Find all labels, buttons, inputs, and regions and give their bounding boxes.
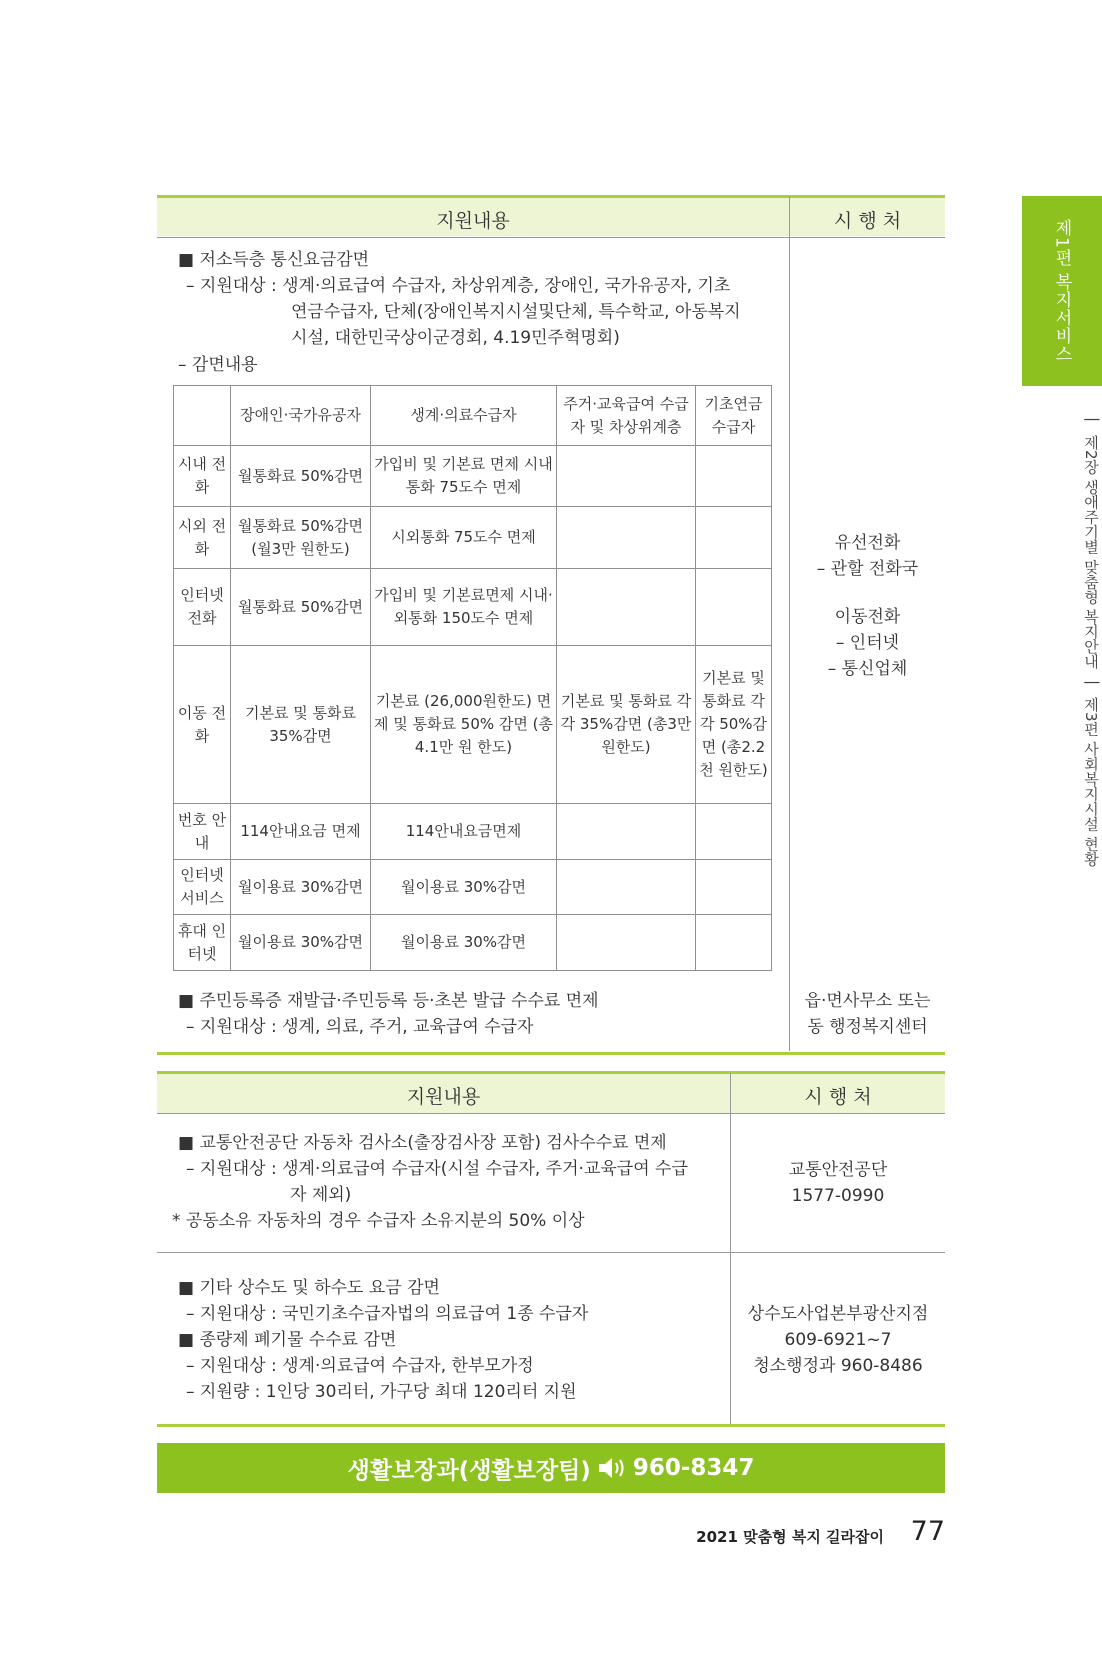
contact-department: 생활보장과(생활보장팀) — [347, 1457, 591, 1484]
table-cell — [696, 804, 772, 860]
item-note: * 공동소유 자동차의 경우 수급자 소유지분의 50% 이상 — [172, 1211, 585, 1231]
table-cell: 월통화료 50%감면 (월3만 원한도) — [231, 507, 371, 569]
agency-line: – 관할 전화국 — [816, 559, 919, 579]
table-cell: 기본료 및 통화료 각각 35%감면 (총3만 원한도) — [557, 646, 696, 804]
agency-cell — [731, 1301, 945, 1379]
row-label: 이동 전화 — [174, 646, 231, 804]
table-cell — [696, 569, 772, 646]
item-title: ■ 종량제 폐기물 수수료 감면 — [178, 1330, 397, 1350]
row-label: 인터넷 서비스 — [174, 860, 231, 915]
agency-line: 609-6921~7 — [784, 1330, 892, 1350]
table2-header-rule — [157, 1113, 945, 1114]
table-cell: 114안내요금 면제 — [231, 804, 371, 860]
item-title: ■ 저소득층 통신요금감면 — [178, 250, 370, 270]
side-tab-label: 제1편 복지서비스 — [1051, 218, 1072, 364]
item-amount: – 지원량 : 1인당 30리터, 가구당 최대 120리터 지원 — [186, 1382, 577, 1402]
item-title: ■ 교통안전공단 자동차 검사소(출장검사장 포함) 검사수수료 면제 — [178, 1133, 667, 1153]
table-header-cell: 생계·의료수급자 — [371, 386, 557, 446]
row-label: 휴대 인터넷 — [174, 915, 231, 971]
agency-line: 유선전화 — [834, 533, 901, 553]
table1-header-agency: 시 행 처 — [833, 210, 902, 232]
table-cell — [557, 507, 696, 569]
table-cell — [696, 446, 772, 507]
table-header-row — [174, 386, 772, 446]
contact-bar — [157, 1443, 945, 1493]
table-cell — [557, 915, 696, 971]
agency-line: 이동전화 — [834, 607, 901, 627]
table-row — [174, 915, 772, 971]
agency-cell — [731, 1157, 945, 1209]
table2-header-agency: 시 행 처 — [804, 1086, 872, 1108]
table-row — [174, 860, 772, 915]
contact-phone: 960-8347 — [632, 1455, 755, 1481]
side-part-label: 제3편 사회복지시설 현황 — [1082, 697, 1100, 867]
table-cell: 월통화료 50%감면 — [231, 569, 371, 646]
item-target-continued: 시설, 대한민국상이군경회, 4.19민주혁명회) — [291, 328, 620, 348]
table-cell: 기본료 (26,000원한도) 면제 및 통화료 50% 감면 (총4.1만 원 한도) — [371, 646, 557, 804]
table-row — [174, 446, 772, 507]
item-title: ■ 기타 상수도 및 하수도 요금 감면 — [178, 1278, 440, 1298]
item-title: ■ 주민등록증 재발급·주민등록 등·초본 발급 수수료 면제 — [178, 991, 599, 1011]
table-cell — [696, 915, 772, 971]
item-target: – 지원대상 : 국민기초수급자법의 의료급여 1종 수급자 — [186, 1304, 589, 1324]
row-label: 인터넷 전화 — [174, 569, 231, 646]
agency-cell — [790, 530, 945, 682]
reduction-table — [173, 385, 772, 971]
table-cell: 기본료 및 통화료 35%감면 — [231, 646, 371, 804]
item-target: – 지원대상 : 생계, 의료, 주거, 교육급여 수급자 — [186, 1017, 534, 1037]
table-cell — [696, 860, 772, 915]
table1-bottom-rule — [157, 1052, 945, 1055]
row-label: 시외 전화 — [174, 507, 231, 569]
row-label: 시내 전화 — [174, 446, 231, 507]
table-header-cell: 기초연금 수급자 — [696, 386, 772, 446]
item-reduction-label: – 감면내용 — [178, 355, 258, 375]
table-cell: 월이용료 30%감면 — [231, 860, 371, 915]
table-cell: 월이용료 30%감면 — [231, 915, 371, 971]
item-target: – 지원대상 : 생계·의료급여 수급자(시설 수급자, 주거·교육급여 수급 — [186, 1159, 688, 1179]
side-chapter-label: 제2장 생애주기별 맞춤형 복지안내 — [1082, 434, 1100, 669]
table-cell — [557, 804, 696, 860]
table-cell: 기본료 및 통화료 각각 50%감면 (총2.2천 원한도) — [696, 646, 772, 804]
item-target: – 지원대상 : 생계·의료급여 수급자, 차상위계층, 장애인, 국가유공자, 기초 — [186, 276, 731, 296]
page-number: 77 — [910, 1516, 945, 1547]
table1-header-content: 지원내용 — [436, 210, 510, 232]
table-row — [174, 804, 772, 860]
table-row — [174, 507, 772, 569]
side-chapter-nav — [1022, 400, 1102, 880]
table-cell — [557, 569, 696, 646]
table2-header-content: 지원내용 — [406, 1086, 481, 1108]
table-cell — [557, 860, 696, 915]
item-target-continued: 연금수급자, 단체(장애인복지시설및단체, 특수학교, 아동복지 — [291, 302, 741, 322]
table-cell: 114안내요금면제 — [371, 804, 557, 860]
agency-line: – 인터넷 — [835, 633, 900, 653]
side-separator: | — [1084, 680, 1102, 686]
side-separator: | — [1084, 417, 1102, 423]
table2-top-rule — [157, 1071, 945, 1074]
table-header-cell: 주거·교육급여 수급자 및 차상위계층 — [557, 386, 696, 446]
table-cell: 월이용료 30%감면 — [371, 915, 557, 971]
table2-row-rule — [157, 1252, 945, 1253]
item-target-continued: 자 제외) — [290, 1185, 352, 1205]
publication-title — [696, 1526, 884, 1547]
agency-line: – 통신업체 — [827, 659, 908, 679]
table-row — [174, 646, 772, 804]
table-header-cell: 장애인·국가유공자 — [231, 386, 371, 446]
table-cell: 월이용료 30%감면 — [371, 860, 557, 915]
publication-title-text: 2021 맞춤형 복지 길라잡이 — [696, 1528, 884, 1546]
agency-line: 1577-0990 — [791, 1186, 885, 1206]
table-cell: 월통화료 50%감면 — [231, 446, 371, 507]
speaker-icon — [597, 1455, 627, 1481]
agency-line: 상수도사업본부광산지점 — [747, 1304, 929, 1324]
table-header-cell — [174, 386, 231, 446]
agency-line: 청소행정과 960-8486 — [753, 1356, 923, 1376]
agency-line: 교통안전공단 — [788, 1160, 888, 1180]
table-cell: 가입비 및 기본료면제 시내·외통화 150도수 면제 — [371, 569, 557, 646]
table1-header-rule — [157, 237, 945, 238]
row-label: 번호 안내 — [174, 804, 231, 860]
table-cell: 가입비 및 기본료 면제 시내통화 75도수 면제 — [371, 446, 557, 507]
agency-cell — [790, 988, 945, 1040]
table1-top-rule — [157, 195, 945, 198]
table-row — [174, 569, 772, 646]
table2-bottom-rule — [157, 1424, 945, 1427]
item-target: – 지원대상 : 생계·의료급여 수급자, 한부모가정 — [186, 1356, 534, 1376]
table-cell: 시외통화 75도수 면제 — [371, 507, 557, 569]
table-cell — [696, 507, 772, 569]
agency-line: 동 행정복지센터 — [807, 1017, 928, 1037]
agency-line: 읍·면사무소 또는 — [804, 991, 931, 1011]
table-cell — [557, 446, 696, 507]
